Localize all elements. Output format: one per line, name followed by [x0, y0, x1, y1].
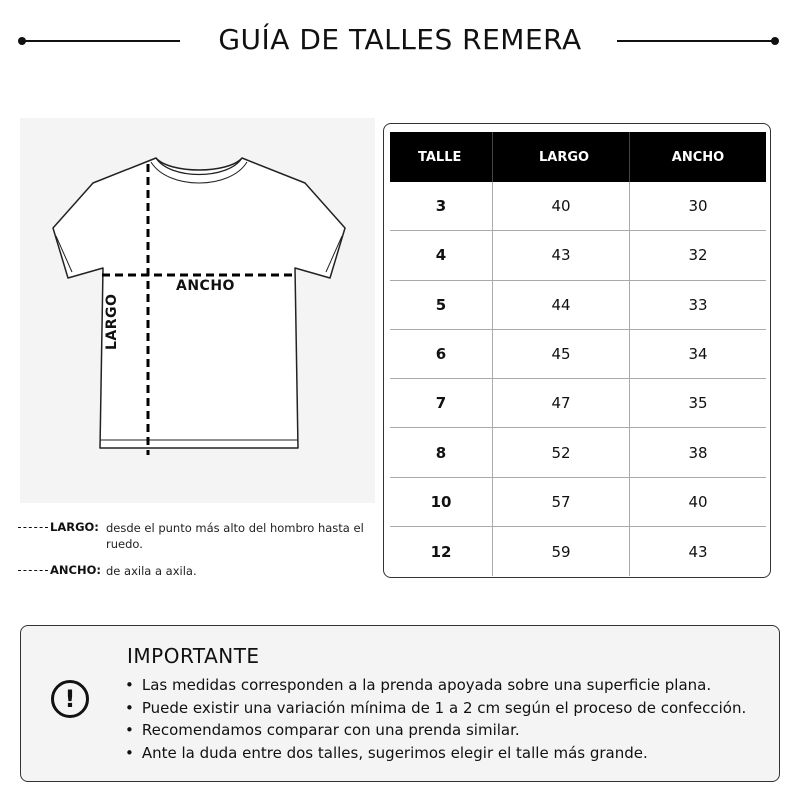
legend-largo	[18, 520, 388, 554]
header-talle: TALLE	[418, 149, 462, 165]
cell-talle: 8	[435, 443, 447, 462]
cell-largo: 43	[492, 231, 629, 279]
dash-line-icon	[18, 570, 48, 571]
cell-largo: 52	[492, 428, 629, 476]
header-dot-right	[771, 37, 779, 45]
cell-talle: 12	[430, 542, 452, 561]
exclamation-circle-icon: !	[51, 680, 89, 718]
table-row	[390, 379, 766, 428]
legend-key: ANCHO:	[50, 563, 101, 577]
list-item: • Puede existir una variación mínima de 1 a 2 cm según el proceso de confección.	[125, 697, 746, 720]
header-line-left	[22, 40, 180, 42]
cell-ancho: 30	[629, 182, 766, 230]
table-row	[390, 231, 766, 280]
table-header	[390, 132, 766, 182]
cell-ancho: 34	[629, 330, 766, 378]
dash-line-icon	[18, 527, 48, 528]
table-row	[390, 428, 766, 477]
legend-desc: de axila a axila.	[106, 564, 197, 578]
header	[0, 20, 800, 60]
largo-label: LARGO	[104, 293, 120, 350]
table-row	[390, 527, 766, 576]
table-row	[390, 182, 766, 231]
cell-talle: 6	[435, 345, 447, 364]
cell-ancho: 32	[629, 231, 766, 279]
cell-ancho: 43	[629, 527, 766, 576]
table-row	[390, 330, 766, 379]
header-line-right	[617, 40, 775, 42]
cell-talle: 3	[435, 197, 447, 216]
cell-largo: 40	[492, 182, 629, 230]
table-row	[390, 478, 766, 527]
cell-ancho: 40	[629, 478, 766, 526]
size-table	[383, 123, 771, 578]
list-item: • Ante la duda entre dos talles, sugerimos elegir el talle más grande.	[125, 742, 746, 765]
page-title: GUÍA DE TALLES REMERA	[218, 23, 582, 56]
list-item: • Recomendamos comparar con una prenda similar.	[125, 719, 746, 742]
header-ancho: ANCHO	[629, 132, 766, 182]
cell-largo: 45	[492, 330, 629, 378]
cell-largo: 59	[492, 527, 629, 576]
list-item: • Las medidas corresponden a la prenda apoyada sobre una superficie plana.	[125, 674, 746, 697]
tshirt-drawing	[20, 118, 375, 503]
table-row	[390, 281, 766, 330]
tshirt-diagram	[20, 118, 375, 503]
cell-largo: 57	[492, 478, 629, 526]
cell-largo: 47	[492, 379, 629, 427]
cell-ancho: 33	[629, 281, 766, 329]
ancho-label: ANCHO	[176, 278, 235, 294]
cell-talle: 7	[435, 394, 447, 413]
cell-talle: 10	[430, 492, 452, 511]
cell-talle: 5	[435, 295, 447, 314]
cell-ancho: 38	[629, 428, 766, 476]
important-list	[125, 674, 746, 764]
cell-talle: 4	[435, 246, 447, 265]
cell-ancho: 35	[629, 379, 766, 427]
important-title: IMPORTANTE	[127, 644, 260, 668]
legend-key: LARGO:	[50, 520, 99, 534]
important-notice	[20, 625, 780, 782]
legend-desc: desde el punto más alto del hombro hasta el ruedo.	[106, 521, 364, 552]
legend-ancho	[18, 563, 388, 581]
header-largo: LARGO	[492, 132, 629, 182]
cell-largo: 44	[492, 281, 629, 329]
table-body	[390, 182, 766, 576]
